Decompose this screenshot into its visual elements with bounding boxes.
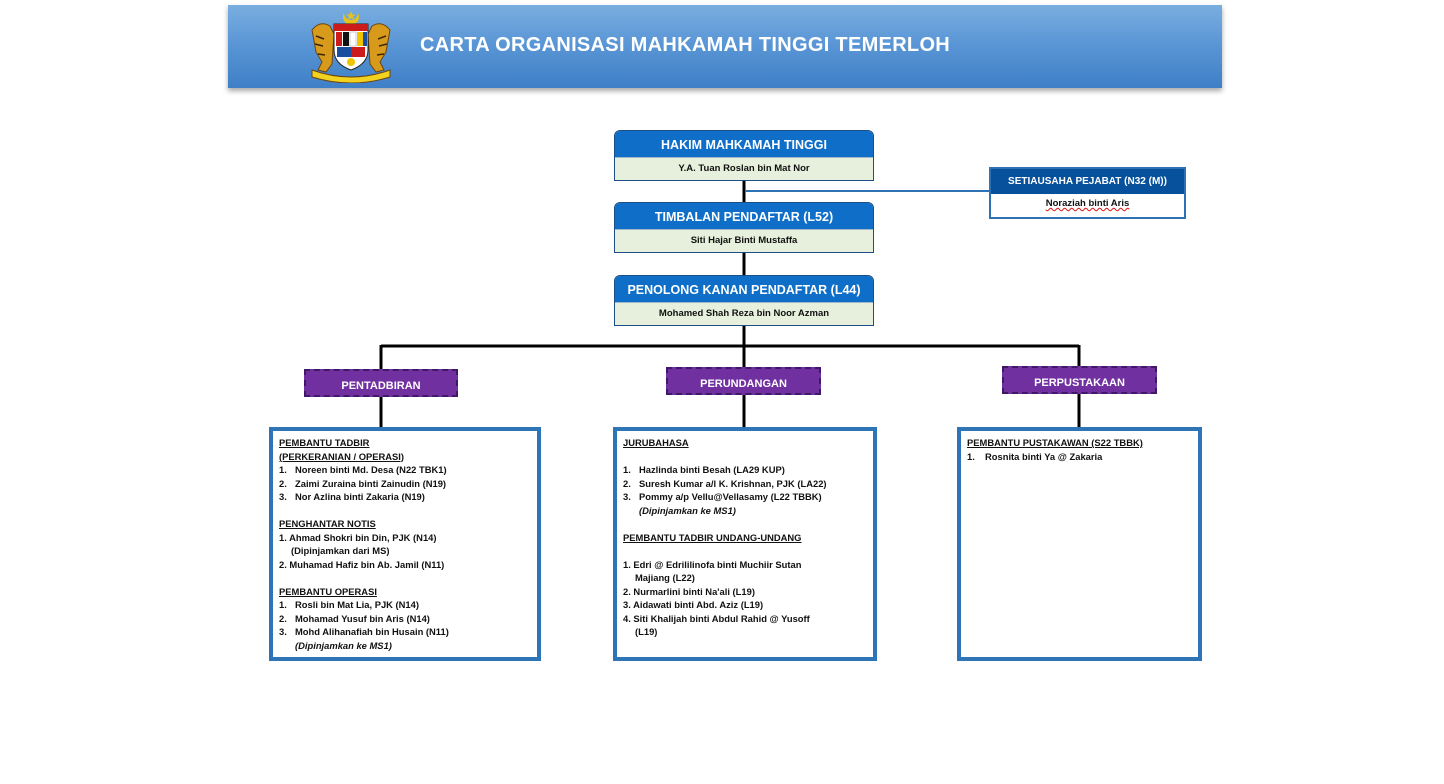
list-item: 2. Muhamad Hafiz bin Ab. Jamil (N11): [279, 558, 445, 570]
list-item: 3. Pommy a/p Vellu@Vellasamy (L22 TBBK): [623, 491, 822, 502]
unit-admin: PENTADBIRAN: [304, 369, 458, 397]
list-item: 3. Nor Azlina binti Zakaria (N19): [279, 491, 425, 502]
admin-sec2-title: PENGHANTAR NOTIS: [279, 518, 376, 529]
legal-sec1-title: JURUBAHASA: [623, 437, 689, 448]
deputy-registrar-title: TIMBALAN PENDAFTAR (L52): [615, 203, 873, 229]
admin-sec1-title: PEMBANTU TADBIR: [279, 437, 370, 448]
secretary-title: SETIAUSAHA PEJABAT (N32 (M)): [991, 169, 1184, 194]
page-title: CARTA ORGANISASI MAHKAMAH TINGGI TEMERLOH: [420, 34, 951, 56]
senior-assistant-registrar-title: PENOLONG KANAN PENDAFTAR (L44): [615, 276, 873, 302]
legal-sec2-title: PEMBANTU TADBIR UNDANG-UNDANG: [623, 531, 802, 543]
senior-assistant-registrar-name: Mohamed Shah Reza bin Noor Azman: [615, 302, 873, 325]
list-item: 1. Ahmad Shokri bin Din, PJK (N14): [279, 531, 437, 543]
list-item-cont: Majiang (L22): [635, 572, 695, 583]
list-item: 1. Edri @ Edrililinofa binti Muchiir Sutan: [623, 558, 802, 570]
list-item: 2. Suresh Kumar a/l K. Krishnan, PJK (LA22): [623, 477, 827, 489]
library-sec1-title: PEMBANTU PUSTAKAWAN (S22 TBBK): [967, 437, 1143, 448]
senior-assistant-registrar-box: [614, 275, 874, 326]
legal-panel: [613, 427, 877, 661]
judge-name: Y.A. Tuan Roslan bin Mat Nor: [615, 157, 873, 180]
list-item-note: (Dipinjamkan ke MS1): [295, 639, 392, 651]
list-item: 3. Mohd Alihanafiah bin Husain (N11): [279, 626, 449, 637]
list-item: 3. Aidawati binti Abd. Aziz (L19): [623, 599, 764, 610]
list-item-cont: (L19): [635, 626, 658, 637]
list-item: 2. Mohamad Yusuf bin Aris (N14): [279, 612, 430, 624]
admin-sec3-title: PEMBANTU OPERASI: [279, 585, 377, 597]
list-item-note: (Dipinjamkan ke MS1): [639, 504, 736, 516]
list-item: 2. Zaimi Zuraina binti Zainudin (N19): [279, 477, 447, 489]
unit-legal: PERUNDANGAN: [666, 367, 821, 395]
admin-panel: [269, 427, 541, 661]
list-item: 1. Rosli bin Mat Lia, PJK (N14): [279, 599, 419, 610]
list-item: 2. Nurmarlini binti Na'ali (L19): [623, 585, 755, 597]
deputy-registrar-name: Siti Hajar Binti Mustaffa: [615, 229, 873, 252]
unit-library: PERPUSTAKAAN: [1002, 366, 1157, 394]
admin-sec1-subtitle: (PERKERANIAN / OPERASI): [279, 450, 405, 462]
list-item: 1. Rosnita binti Ya @ Zakaria: [967, 450, 1103, 462]
list-item: 1. Noreen binti Md. Desa (N22 TBK1): [279, 464, 447, 475]
judge-title: HAKIM MAHKAMAH TINGGI: [615, 131, 873, 157]
secretary-box: [989, 167, 1186, 219]
library-panel: [957, 427, 1202, 661]
judge-box: [614, 130, 874, 181]
list-item: 1. Hazlinda binti Besah (LA29 KUP): [623, 464, 785, 475]
secretary-name: Noraziah binti Aris: [1045, 198, 1130, 209]
list-item-note: (Dipinjamkan dari MS): [291, 545, 390, 556]
deputy-registrar-box: [614, 202, 874, 253]
list-item: 4. Siti Khalijah binti Abdul Rahid @ Yusoff: [623, 612, 810, 624]
